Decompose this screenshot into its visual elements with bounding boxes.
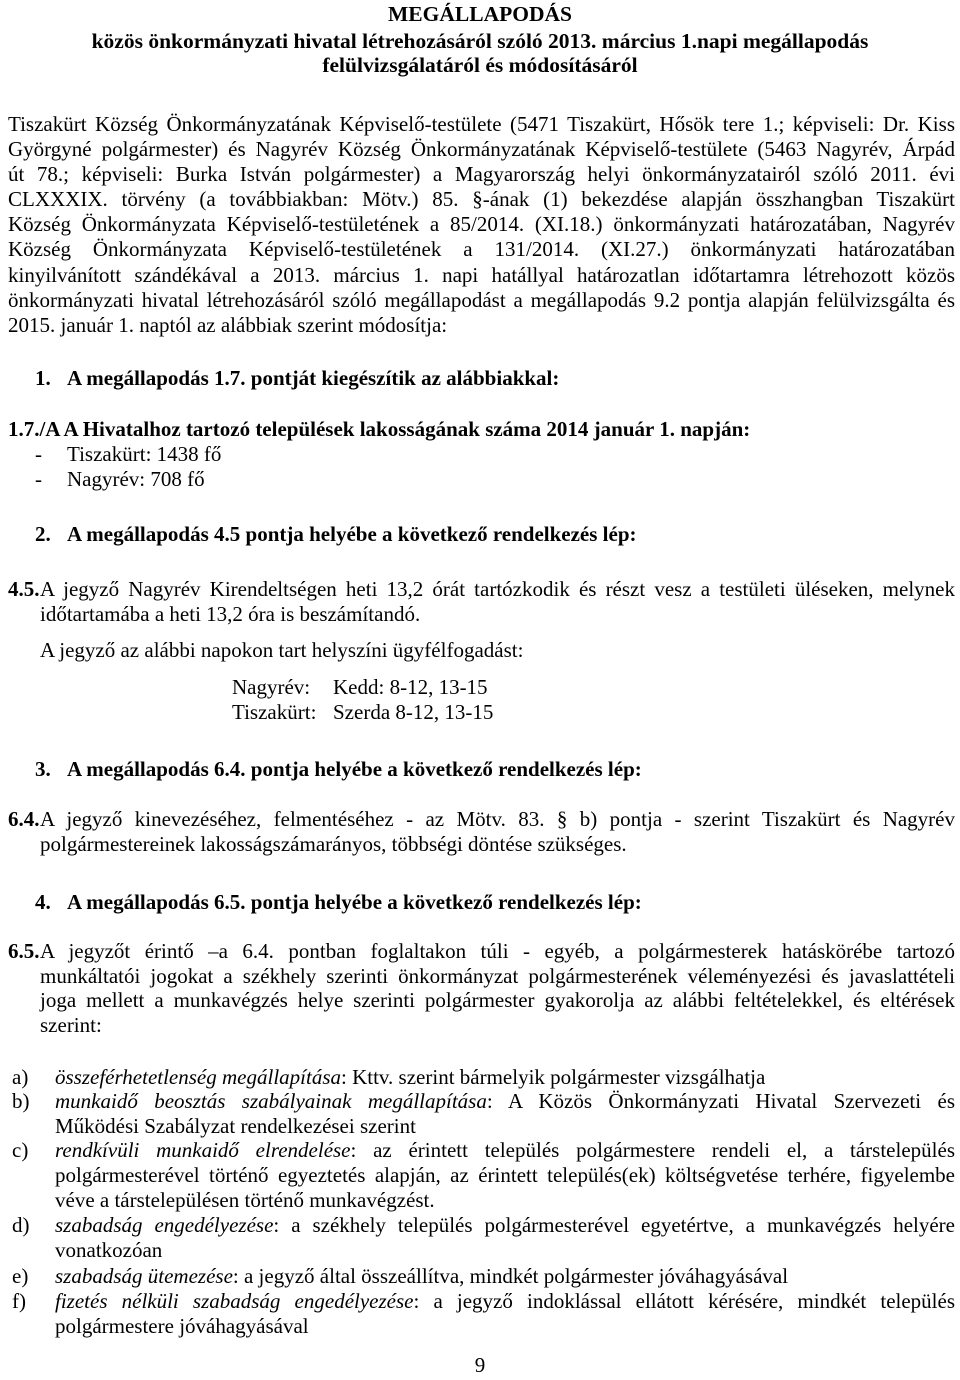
- point-1-7-a-text: A Hivatalhoz tartozó települések lakosságának száma 2014 január 1. napján:: [63, 417, 751, 441]
- preamble-line: kinyilvánított szándékával a 2013. március 1. napi hatállyal határozatlan időtartamra létrehozott közös: [8, 262, 955, 287]
- list-item-term: szabadság engedélyezése: [55, 1213, 274, 1237]
- point-line: A jegyzőt érintő –a 6.4. pontban foglaltakon túli - egyéb, a polgármesterek hatáskörébe tartozó: [40, 939, 955, 963]
- reception-hours-tiszakurt: Szerda 8-12, 13-15: [333, 700, 494, 724]
- population-dash: -: [35, 467, 42, 491]
- section-3-heading: A megállapodás 6.4. pontja helyébe a következő rendelkezés lép:: [67, 757, 642, 781]
- population-dash: -: [35, 442, 42, 466]
- list-item: [55, 1138, 955, 1213]
- list-item-term: munkaidő beosztás szabályainak megállapítása: [55, 1089, 487, 1113]
- point-line: munkáltatói jogokat a székhely szerinti önkormányzat polgármesterének véleményezési és javaslattételi: [40, 963, 955, 988]
- point-line: szerint:: [40, 1013, 102, 1038]
- list-item: [55, 1264, 955, 1289]
- list-item: [55, 1213, 955, 1263]
- point-1-7-a-number: 1.7./A: [8, 417, 60, 441]
- point-line: A jegyző kinevezéséhez, felmentéséhez - az Mötv. 83. § b) pontja - szerint Tiszakürt és Nagyrév: [40, 807, 955, 831]
- point-4-5-number: 4.5.: [8, 577, 40, 601]
- list-item-term: összeférhetetlenség megállapítása: [55, 1065, 341, 1089]
- list-marker: d): [12, 1213, 30, 1237]
- preamble-paragraph: [8, 112, 955, 338]
- list-marker: b): [12, 1089, 30, 1113]
- list-marker: c): [12, 1138, 29, 1162]
- page-number: 9: [474, 1353, 486, 1377]
- point-6-4-text: [40, 807, 955, 857]
- section-1-heading: A megállapodás 1.7. pontját kiegészítik az alábbiakkal:: [67, 366, 560, 390]
- list-item-text: polgármesterével történő egyeztetés alapján, az érintett település(ek) költségvetése terhére, figyelembe: [55, 1163, 955, 1187]
- list-item-text: : a székhely település polgármesterével egyetértve, a munkavégzés helyére: [273, 1213, 955, 1237]
- list-item-text: vonatkozóan: [55, 1238, 163, 1262]
- list-item: [55, 1065, 955, 1090]
- point-line: A jegyző Nagyrév Kirendeltségen heti 13,2 órát tartózkodik és részt vesz a testületi üléseken, melynek: [40, 577, 955, 601]
- point-line: polgármestereinek lakosságszámarányos, többségi döntése szükséges.: [40, 832, 627, 856]
- point-6-5-text: [40, 939, 955, 1038]
- reception-place-nagyrev: Nagyrév:: [232, 675, 311, 699]
- population-tiszakurt: Tiszakürt: 1438 fő: [67, 442, 222, 466]
- list-item-text: : az érintett település polgármestere rendeli el, a társtelepülés: [350, 1138, 955, 1162]
- preamble-line: Györgyné polgármester) és Nagyrév Község Önkormányzatának Képviselő-testülete (5463 Nagyrév, Árpád: [8, 137, 955, 162]
- point-4-5-text: [40, 577, 955, 626]
- preamble-line: Tiszakürt Község Önkormányzatának Képviselő-testülete (5471 Tiszakürt, Hősök tere 1.; képviseli: Dr. Kiss: [8, 112, 955, 136]
- list-item-text: polgármestere jóváhagyásával: [55, 1314, 309, 1338]
- preamble-line: 2015. január 1. naptól az alábbiak szerint módosítja:: [8, 312, 448, 337]
- list-item-text: : a jegyző által összeállítva, mindkét polgármester jóváhagyásával: [232, 1264, 789, 1288]
- population-nagyrev: Nagyrév: 708 fő: [67, 467, 205, 491]
- list-item-text: véve a társtelepülésen történő munkavégzést.: [55, 1188, 435, 1212]
- list-item-text: : A Közös Önkormányzati Hivatal Szervezeti és: [486, 1089, 955, 1113]
- section-4-number: 4.: [35, 890, 51, 914]
- list-item-text: Működési Szabályzat rendelkezései szerint: [55, 1113, 416, 1138]
- preamble-line: önkormányzati hivatal létrehozásáról szóló megállapodást a megállapodás 9.2 pontja alapján felülvizsgálta és: [8, 287, 955, 312]
- list-marker: e): [12, 1264, 29, 1288]
- list-item-term: fizetés nélküli szabadság engedélyezése: [55, 1289, 414, 1313]
- document-subtitle-line-2: felülvizsgálatáról és módosításáról: [322, 53, 638, 77]
- section-2-heading: A megállapodás 4.5 pontja helyébe a következő rendelkezés lép:: [67, 522, 637, 546]
- list-marker: a): [12, 1065, 29, 1089]
- section-1-number: 1.: [35, 366, 51, 390]
- point-6-5-number: 6.5.: [8, 939, 40, 963]
- section-3-number: 3.: [35, 757, 51, 781]
- list-item: [55, 1089, 955, 1138]
- list-item-term: szabadság ütemezése: [55, 1264, 233, 1288]
- list-item-term: rendkívüli munkaidő elrendelése: [55, 1138, 351, 1162]
- reception-place-tiszakurt: Tiszakürt:: [232, 700, 317, 724]
- list-marker: f): [12, 1289, 26, 1313]
- preamble-line: Község Önkormányzata Képviselő-testületének a 131/2014. (XI.27.) önkormányzati határozatában: [8, 237, 955, 262]
- preamble-line: CLXXXIX. törvény (a továbbiakban: Mötv.) 85. §-ának (1) bekezdése alapján összhangban Tiszakürt: [8, 187, 955, 212]
- point-1-7-a: [8, 417, 750, 442]
- document-subtitle-line-1: közös önkormányzati hivatal létrehozásáról szóló 2013. március 1.napi megállapodás: [91, 29, 869, 53]
- point-line: joga mellett a munkavégzés helye szerinti polgármester gyakorolja az alábbi feltételekkel, és eltérések: [40, 988, 955, 1013]
- point-6-4-number: 6.4.: [8, 807, 40, 831]
- point-line: időtartamába a heti 13,2 óra is beszámítandó.: [40, 601, 421, 626]
- reception-intro: A jegyző az alábbi napokon tart helyszíni ügyfélfogadást:: [40, 638, 524, 662]
- list-item-text: : Kttv. szerint bármelyik polgármester vizsgálhatja: [341, 1065, 766, 1089]
- section-2-number: 2.: [35, 522, 51, 546]
- reception-hours-nagyrev: Kedd: 8-12, 13-15: [333, 675, 488, 699]
- document-title: MEGÁLLAPODÁS: [388, 2, 572, 26]
- section-4-heading: A megállapodás 6.5. pontja helyébe a következő rendelkezés lép:: [67, 890, 642, 914]
- preamble-line: Község Önkormányzata Képviselő-testületének a 85/2014. (XI.18.) önkormányzati határozatában, Nagyrév: [8, 212, 955, 237]
- list-item-text: : a jegyző indoklással ellátott kérésére, mindkét település: [413, 1289, 956, 1313]
- preamble-line: út 78.; képviseli: Burka István polgármester) a Magyarország helyi önkormányzatairól szóló 2011. évi: [8, 162, 955, 187]
- list-item: [55, 1289, 955, 1339]
